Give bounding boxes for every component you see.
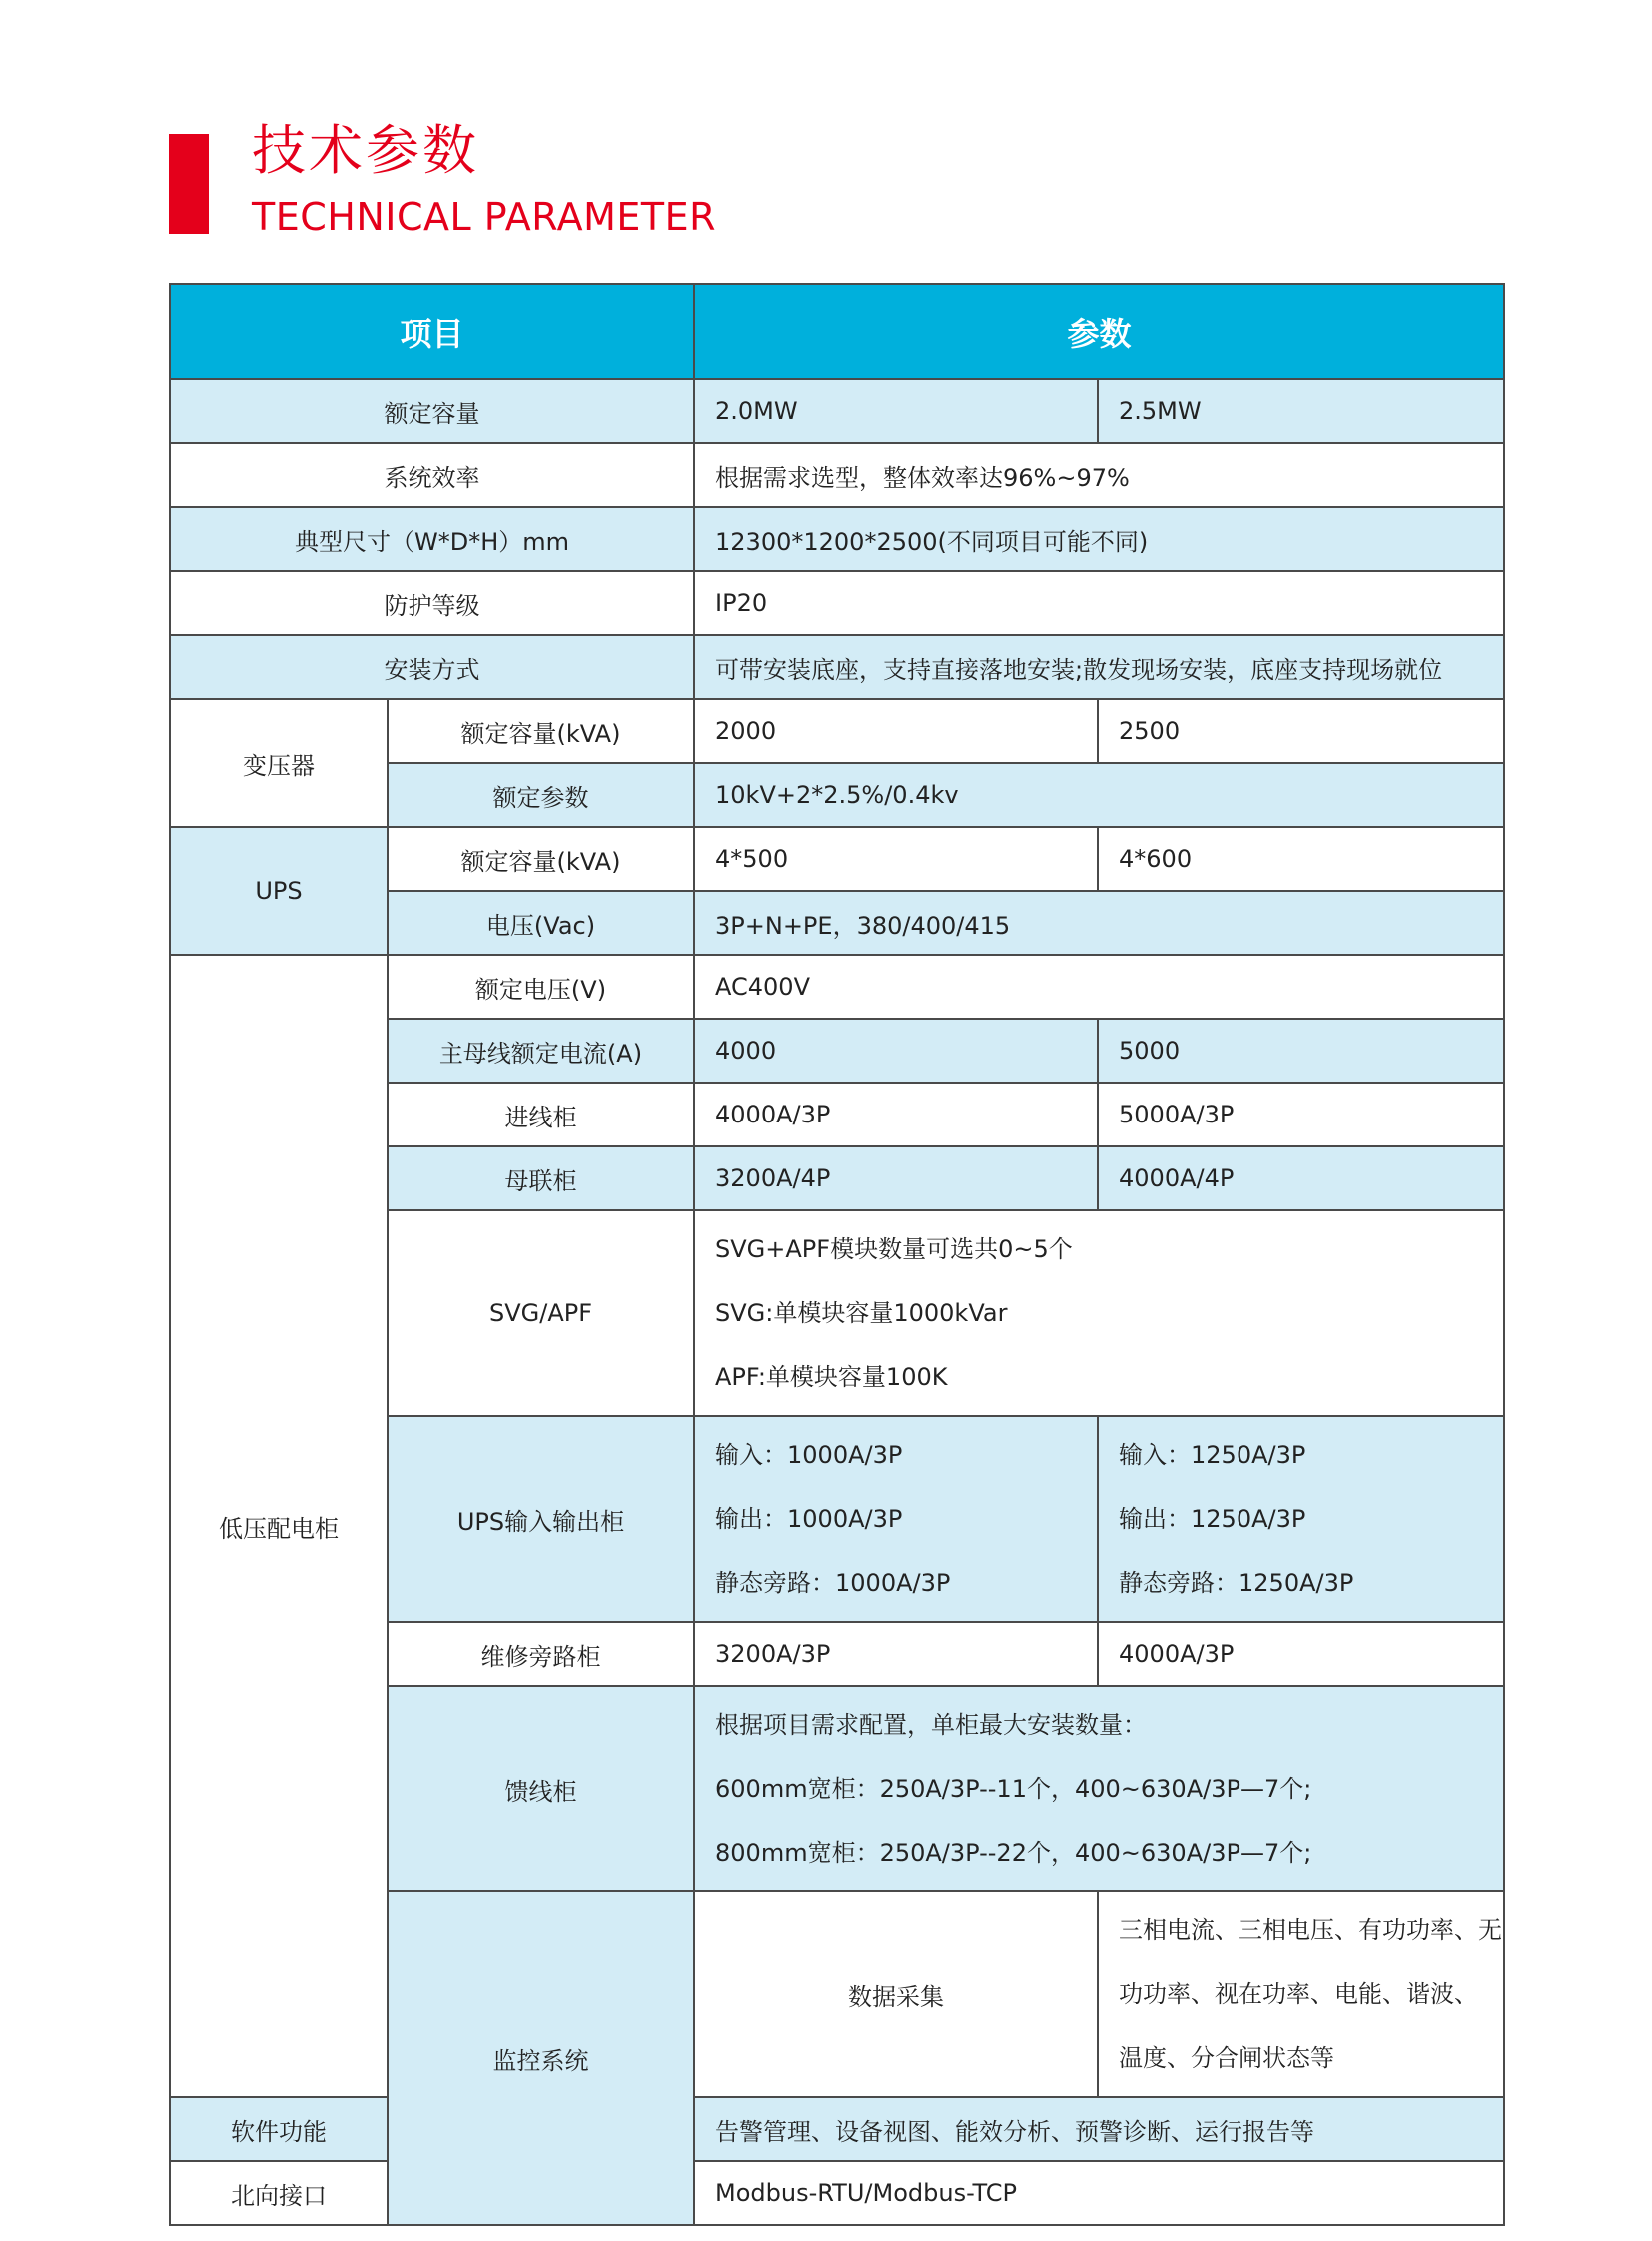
value-line: 输出：1000A/3P bbox=[715, 1505, 903, 1533]
table-row bbox=[170, 2161, 1504, 2225]
row-value: 4*600 bbox=[1098, 827, 1504, 891]
group-label-monitoring: 监控系统 bbox=[388, 1891, 694, 2225]
page-title: 技术参数 bbox=[252, 119, 479, 182]
row-value: 10kV+2*2.5%/0.4kv bbox=[694, 763, 1504, 827]
row-value: AC400V bbox=[694, 955, 1504, 1019]
value-line: 根据项目需求配置，单柜最大安装数量： bbox=[715, 1711, 1148, 1739]
row-value: 根据需求选型，整体效率达96%~97% bbox=[694, 443, 1504, 507]
group-label-transformer: 变压器 bbox=[170, 699, 388, 827]
value-line: 输入：1250A/3P bbox=[1119, 1441, 1306, 1469]
row-value: Modbus-RTU/Modbus-TCP bbox=[694, 2161, 1504, 2225]
row-value bbox=[694, 1416, 1098, 1622]
value-line: 800mm宽柜：250A/3P--22个，400~630A/3P—7个; bbox=[715, 1839, 1312, 1867]
table-row bbox=[170, 635, 1504, 699]
row-label: 馈线柜 bbox=[388, 1686, 694, 1891]
row-label: 主母线额定电流(A) bbox=[388, 1019, 694, 1083]
value-line: 输入：1000A/3P bbox=[715, 1441, 903, 1469]
row-label: 系统效率 bbox=[170, 443, 694, 507]
value-line: 输出：1250A/3P bbox=[1119, 1505, 1306, 1533]
table-header-row bbox=[170, 284, 1504, 379]
row-label: 软件功能 bbox=[170, 2097, 388, 2161]
technical-parameter-table bbox=[169, 283, 1505, 2226]
row-label: 电压(Vac) bbox=[388, 891, 694, 955]
row-value bbox=[1098, 1416, 1504, 1622]
row-value: 4*500 bbox=[694, 827, 1098, 891]
table-row bbox=[170, 2097, 1504, 2161]
row-value: 4000A/3P bbox=[694, 1083, 1098, 1146]
row-label: 额定容量 bbox=[170, 379, 694, 443]
row-label: 数据采集 bbox=[694, 1891, 1098, 2097]
value-line: 静态旁路：1000A/3P bbox=[715, 1569, 951, 1597]
row-label: 典型尺寸（W*D*H）mm bbox=[170, 507, 694, 571]
column-header-item: 项目 bbox=[170, 284, 694, 379]
row-label: 额定参数 bbox=[388, 763, 694, 827]
group-label-lv-cabinet: 低压配电柜 bbox=[170, 955, 388, 2097]
row-label: 额定容量(kVA) bbox=[388, 699, 694, 763]
table-row bbox=[170, 571, 1504, 635]
row-value: 3200A/4P bbox=[694, 1146, 1098, 1210]
row-label: 进线柜 bbox=[388, 1083, 694, 1146]
row-value: 4000 bbox=[694, 1019, 1098, 1083]
row-value: 4000A/3P bbox=[1098, 1622, 1504, 1686]
row-label: UPS输入输出柜 bbox=[388, 1416, 694, 1622]
value-line: SVG+APF模块数量可选共0~5个 bbox=[715, 1235, 1073, 1263]
row-value: 2500 bbox=[1098, 699, 1504, 763]
value-line: 温度、分合闸状态等 bbox=[1119, 2044, 1335, 2072]
table-row bbox=[170, 827, 1504, 891]
table-row bbox=[170, 443, 1504, 507]
page-subtitle: TECHNICAL PARAMETER bbox=[252, 195, 716, 239]
table-row bbox=[170, 955, 1504, 1019]
value-line: APF:单模块容量100K bbox=[715, 1363, 948, 1391]
row-value: 3P+N+PE，380/400/415 bbox=[694, 891, 1504, 955]
row-label: SVG/APF bbox=[388, 1210, 694, 1416]
row-value: 12300*1200*2500(不同项目可能不同) bbox=[694, 507, 1504, 571]
row-label: 安装方式 bbox=[170, 635, 694, 699]
row-label: 母联柜 bbox=[388, 1146, 694, 1210]
row-label: 北向接口 bbox=[170, 2161, 388, 2225]
row-label: 防护等级 bbox=[170, 571, 694, 635]
column-header-param: 参数 bbox=[694, 284, 1504, 379]
row-value bbox=[1098, 1891, 1504, 2097]
row-value: 4000A/4P bbox=[1098, 1146, 1504, 1210]
value-line: 600mm宽柜：250A/3P--11个，400~630A/3P—7个; bbox=[715, 1775, 1312, 1803]
row-value: 2.5MW bbox=[1098, 379, 1504, 443]
value-line: 静态旁路：1250A/3P bbox=[1119, 1569, 1354, 1597]
row-label: 额定电压(V) bbox=[388, 955, 694, 1019]
table-row bbox=[170, 507, 1504, 571]
row-value: 告警管理、设备视图、能效分析、预警诊断、运行报告等 bbox=[694, 2097, 1504, 2161]
row-value: 2000 bbox=[694, 699, 1098, 763]
value-line: 三相电流、三相电压、有功功率、无功功率、视在功率、电能、谐波、 bbox=[1119, 1916, 1503, 2008]
table-row bbox=[170, 379, 1504, 443]
row-value: 2.0MW bbox=[694, 379, 1098, 443]
table-row bbox=[170, 699, 1504, 763]
value-line: SVG:单模块容量1000kVar bbox=[715, 1299, 1008, 1327]
row-value: IP20 bbox=[694, 571, 1504, 635]
row-value: 3200A/3P bbox=[694, 1622, 1098, 1686]
row-value bbox=[694, 1210, 1504, 1416]
row-label: 维修旁路柜 bbox=[388, 1622, 694, 1686]
title-accent-bar bbox=[169, 134, 209, 234]
row-value: 5000 bbox=[1098, 1019, 1504, 1083]
row-value bbox=[694, 1686, 1504, 1891]
row-label: 额定容量(kVA) bbox=[388, 827, 694, 891]
row-value: 5000A/3P bbox=[1098, 1083, 1504, 1146]
row-value: 可带安装底座，支持直接落地安装;散发现场安装，底座支持现场就位 bbox=[694, 635, 1504, 699]
group-label-ups: UPS bbox=[170, 827, 388, 955]
